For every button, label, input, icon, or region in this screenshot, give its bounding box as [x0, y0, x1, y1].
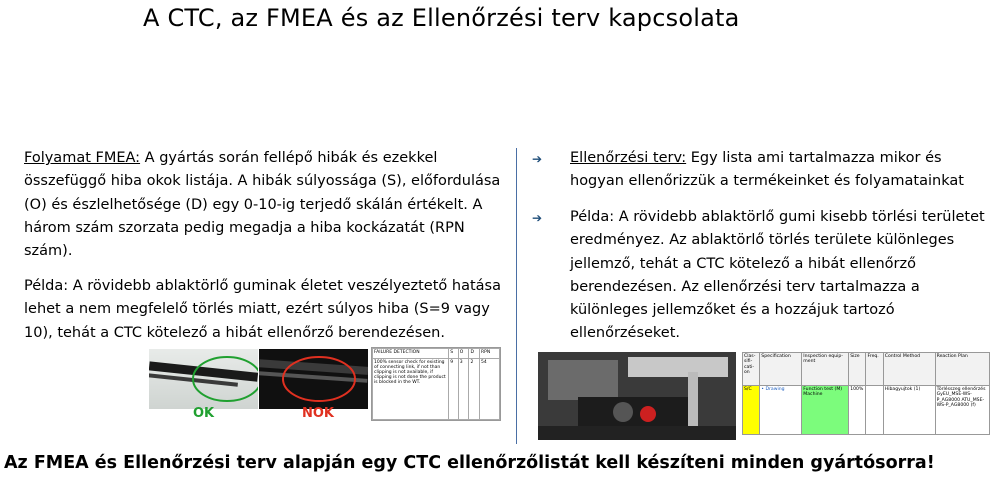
cp-cell: Hibagyujtok (1) — [883, 386, 935, 435]
nok-label: NOK — [302, 406, 335, 421]
control-plan-term: Ellenőrzési terv: — [570, 150, 687, 166]
fmea-header-cell: RPN — [480, 349, 500, 359]
cp-header-cell: Control Method — [883, 353, 935, 386]
fmea-cell: 100% sensor check for existing of connecting link, if not than clipping is not available, if clipping is not done the product is blocked in the WT. — [373, 359, 449, 420]
control-plan-table — [742, 352, 990, 435]
table-row — [743, 386, 990, 435]
fmea-header-cell: D — [469, 349, 480, 359]
cp-header-cell: Inspection equip-ment — [802, 353, 849, 386]
table-row — [373, 359, 500, 420]
fmea-text: A gyártás során fellépő hibák és ezekkel összefüggő hiba okok listája. A hibák súlyossága (S), előfordulása (O) és észlelhetősége (D) egy 0-10-ig terjedő skálán értékelt. A három szám szorzata pedig megadja a hiba kockázatát (RPN szám). — [24, 150, 501, 260]
control-plan-definition — [570, 147, 995, 194]
fmea-cell: 3 — [458, 359, 469, 420]
fmea-cell: 54 — [480, 359, 500, 420]
fmea-header-cell: O — [458, 349, 469, 359]
fmea-table — [371, 347, 501, 421]
footer-statement: Az FMEA és Ellenőrzési terv alapján egy CTC ellenőrzőlistát kell készíteni minden gyártósorra! — [4, 453, 935, 473]
control-plan-example: Példa: A rövidebb ablaktörlő gumi kisebb törlési területet eredményez. Az ablaktörlő törlés területe különleges jellemző, tehát a CTC kötelező a hibát ellenőrző berendezésen. Az ellenőrzési terv tartalmazza a különleges jellemzőket és a hozzájuk tartozó ellenőrzéseket. — [570, 209, 985, 342]
fmea-header-cell: S — [449, 349, 459, 359]
cp-header-cell: Clas-sifi-cati-on — [743, 353, 760, 386]
fmea-cell: 9 — [449, 359, 459, 420]
cp-cell: • Drawing — [760, 386, 802, 435]
wiper-nok-drawing — [259, 349, 368, 409]
ok-label: OK — [193, 406, 215, 421]
column-divider — [516, 148, 517, 444]
cp-header-cell: Size — [849, 353, 866, 386]
wiper-nok-image — [259, 349, 368, 409]
fmea-cell: 2 — [469, 359, 480, 420]
arrow-bullet-icon: ➔ — [532, 152, 543, 166]
fmea-example: Példa: A rövidebb ablaktörlő guminak életet veszélyeztető hatása lehet a nem megfelelő törlés miatt, ezért súlyos hiba (S=9 vagy 10), tehát a CTC kötelező a hibát ellenőrző berendezésen. — [24, 278, 501, 341]
fmea-definition — [24, 147, 504, 263]
machine-drawing — [538, 352, 736, 440]
cp-cell-classification: S/C — [743, 386, 760, 435]
slide-title: A CTC, az FMEA és az Ellenőrzési terv kapcsolata — [143, 4, 740, 32]
fmea-table-header — [373, 349, 500, 359]
wiper-ok-image — [149, 349, 258, 409]
cp-header-cell: Specification — [760, 353, 802, 386]
cp-header-cell: Reaction Plan — [935, 353, 989, 386]
control-plan-header — [743, 353, 990, 386]
inspection-machine-photo — [538, 352, 736, 440]
control-plan-text: Egy lista ami tartalmazza mikor és hogyan ellenőrizzük a termékeinket és folyamatainkat — [570, 150, 964, 190]
fmea-header-cell: FAILURE DETECTION — [373, 349, 449, 359]
cp-cell: Törlésszeg ellenőrzés GyEU_MSE-WS-P_AG8000 ATU_MSE-WS-P_AG8000 (f) — [935, 386, 989, 435]
wiper-ok-drawing — [149, 349, 258, 409]
fmea-term: Folyamat FMEA: — [24, 150, 141, 166]
cp-header-cell: Freq. — [866, 353, 883, 386]
cp-cell: 100% — [849, 386, 866, 435]
cp-cell-inspection: Function test (M) Machine — [802, 386, 849, 435]
cp-cell — [866, 386, 883, 435]
arrow-bullet-icon: ➔ — [532, 211, 543, 225]
